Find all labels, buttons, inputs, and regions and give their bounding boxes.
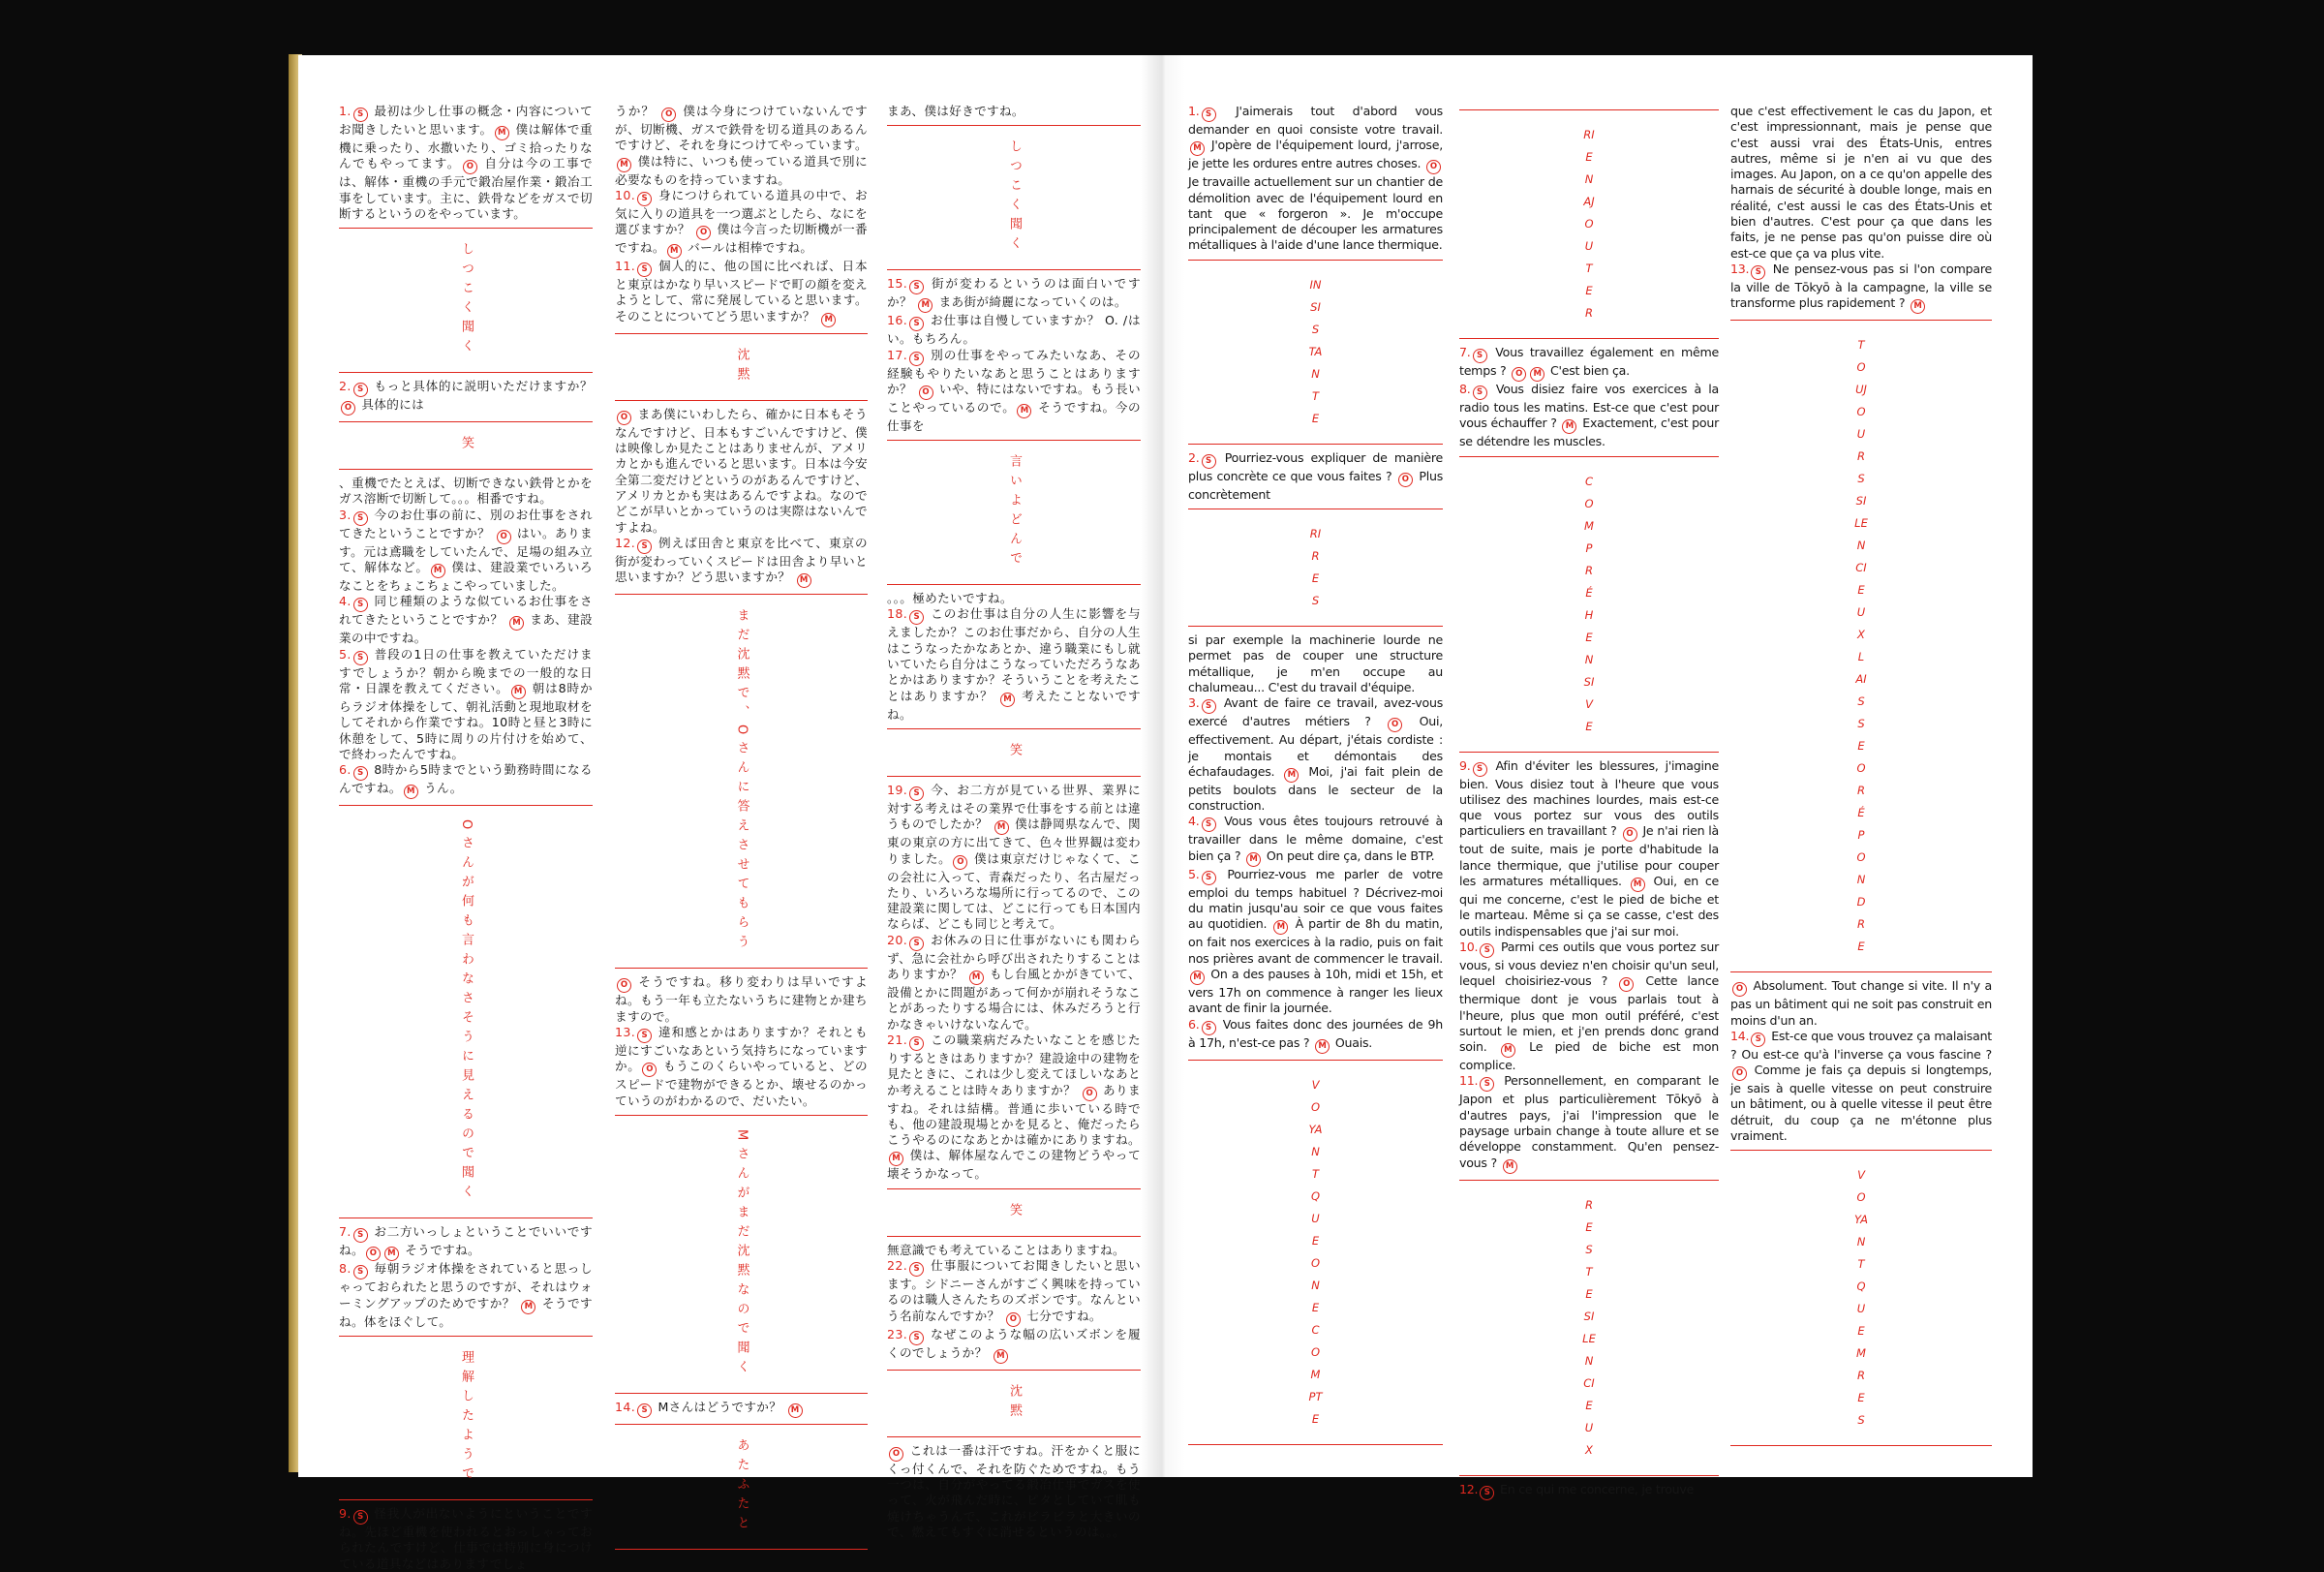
question-number: 20. xyxy=(887,932,908,947)
red-rule xyxy=(887,776,1141,777)
speaker-marker-s: S xyxy=(909,280,924,294)
question-number: 8. xyxy=(339,1261,352,1277)
red-rule xyxy=(887,1236,1141,1237)
interview-paragraph: 19. S 今、お二方が見ている世界、業界に対する考えはその業界で仕事をする前とは違うものでしたか？ M 僕は静岡県なんで、関東の東京の方に出てきて、色々世界観は変わりました。 O 僕は東京だけじゃなくて、この会社に入って、青森だったり、名古屋だったり、いろいろな場所に行ってるので、この建設業に関しては、どこに行っても日本国内ならば、どこも同じと考えて。 xyxy=(887,782,1141,932)
column-fr-3 xyxy=(1730,104,1992,1438)
question-number: 16. xyxy=(887,313,908,328)
interview-paragraph: O Absolument. Tout change si vite. Il n'y a pas un bâtiment qui ne soit pas construit en moins d'un an. xyxy=(1730,978,1992,1028)
speaker-marker-s: S xyxy=(909,937,924,951)
speaker-marker-m: M xyxy=(797,573,811,588)
interview-paragraph: 1. S 最初は少し仕事の概念・内容についてお聞きしたいと思います。 M 僕は解体で重機に乗ったり、水撒いたり、ゴミ拾ったりなんでもやってます。 O 自分は今の工事では、解体・重機の手元で鍛冶屋作業・鍛冶工事をしています。主に、鉄骨などをガスで切断するというのをやっています。 xyxy=(339,104,594,221)
red-rule xyxy=(1730,1445,1992,1446)
question-number: 4. xyxy=(339,594,352,609)
stage-direction-label: しつこく聞く xyxy=(459,242,474,359)
stage-direction xyxy=(339,805,593,1218)
interview-paragraph: 9. S Afin d'éviter les blessures, j'imagine bien. Vous disiez tout à l'heure que vous utilisez des machines lourdes, mais est-ce que vous portez sur vous des outils particuliers en travaillant ? O Je n'ai rien là tout de suite, mais je porte d'habitude la lance thermique, que j'utilise pour couper les armatures métalliques. M Oui, en ce qui me concerne, c'est le pied de biche et le marteau. Même si ça se casse, c'est des outils indispensables que j'ai sur moi. xyxy=(1459,757,1720,939)
red-rule xyxy=(339,805,593,806)
speaker-marker-m: M xyxy=(821,313,836,327)
interview-paragraph: 。。。極めたいですね。 xyxy=(887,591,1013,606)
question-number: 23. xyxy=(887,1326,908,1341)
question-number: 14. xyxy=(615,1400,636,1415)
speaker-marker-o: O xyxy=(1732,982,1747,997)
question-number: 10. xyxy=(1459,939,1479,954)
speaker-marker-m: M xyxy=(788,1403,803,1418)
question-number: 1. xyxy=(1188,104,1200,118)
speaker-marker-m: M xyxy=(1284,768,1299,783)
red-rule xyxy=(339,469,593,470)
red-rule xyxy=(887,125,1141,126)
interview-paragraph: 17. S 別の仕事をやってみたいなあ、その経験もやりたいなあと思うことはありますか？ O いや、特にはないですね。もう長いことやっているので。 M そうですね。今の仕事を xyxy=(887,347,1142,433)
interview-paragraph: うか？ O 僕は今身につけていないんですが、切断機、ガスで鉄骨を切る道具のあるんですけど、それを身につけてやっています。M 僕は特に、いつも使っている道具で別に必要なものを持っていますね。 xyxy=(615,104,868,187)
question-number: 6. xyxy=(339,762,352,778)
red-rule xyxy=(887,1188,1141,1189)
stage-direction xyxy=(887,1370,1141,1437)
question-number: 12. xyxy=(615,535,636,550)
red-rule xyxy=(339,1336,593,1337)
stage-direction xyxy=(1188,1060,1443,1445)
question-number: 5. xyxy=(1188,866,1200,881)
interview-paragraph: 1. S J'aimerais tout d'abord vous demander en quoi consiste votre travail. M J'opère de l'équipement lourd, j'arrose, je jette les ordures entre autres choses. O Je travaille actuellement sur un chantier de démolition avec de l'équipement lourd en tant que « forgeron ». Je m'occupe principalement de découper les armatures métalliques à l'aide d'une lance thermique. xyxy=(1188,104,1443,253)
question-number: 10. xyxy=(615,187,636,202)
stage-direction-label: 笑 xyxy=(459,436,474,456)
stage-direction-label: TOUJOURS SILENCIEUX LAISSE O RÉPONDRE xyxy=(1854,338,1868,954)
speaker-marker-o: O xyxy=(463,160,477,174)
speaker-marker-s: S xyxy=(353,1228,368,1243)
interview-paragraph: 23. S なぜこのような幅の広いズボンを履くのでしょうか？ M xyxy=(887,1327,1141,1364)
red-rule xyxy=(615,968,868,969)
red-rule xyxy=(1188,260,1443,261)
stage-direction-label: しつこく聞く xyxy=(1007,139,1022,257)
page-left-japanese xyxy=(298,55,1162,1571)
red-rule xyxy=(887,440,1141,441)
speaker-marker-m: M xyxy=(1315,1039,1330,1054)
question-number: 3. xyxy=(339,507,352,522)
speaker-marker-s: S xyxy=(1202,454,1216,469)
speaker-marker-m: M xyxy=(1503,1159,1517,1174)
speaker-marker-s: S xyxy=(1751,1033,1765,1047)
speaker-marker-s: S xyxy=(1202,699,1216,714)
question-number: 3. xyxy=(1188,695,1200,711)
question-number: 22. xyxy=(887,1258,908,1274)
interview-paragraph: 3. S Avant de faire ce travail, avez-vous exercé d'autres métiers ? O Oui, effectivement. Au départ, j'étais cordiste : je montais et démontais des échafaudages. M Moi, j'ai fait plein de petits boulots dans le secteur de la construction. xyxy=(1188,695,1444,814)
speaker-marker-o: O xyxy=(1623,827,1637,842)
red-rule xyxy=(615,1115,868,1116)
speaker-marker-o: O xyxy=(919,385,933,400)
interview-paragraph: 13. S Ne pensez-vous pas si l'on compare la ville de Tōkyō à la campagne, la ville se transforme plus rapidement ? M xyxy=(1730,262,1992,314)
speaker-marker-s: S xyxy=(1480,1077,1494,1092)
red-rule xyxy=(1730,320,1992,321)
question-number: 4. xyxy=(1188,814,1200,829)
interview-paragraph: 9. S 怪我人が出ないようにということですね。先ほど重機を使われるとおっしゃっておられたんですけど、仕事では特別に身につけている道具などはありますでしょ xyxy=(339,1505,593,1571)
speaker-marker-s: S xyxy=(1202,1021,1216,1035)
stage-direction-label: Oさんが何も言わなさそうに見えるので聞く xyxy=(459,819,474,1205)
speaker-marker-m: M xyxy=(1246,852,1261,867)
speaker-marker-m: M xyxy=(617,158,631,172)
page-right-french xyxy=(1162,55,2033,1497)
question-number: 9. xyxy=(1459,757,1471,773)
interview-paragraph: 10. S Parmi ces outils que vous portez sur vous, si vous deviez n'en choisir qu'un seul, lequel choisiriez-vous ? O Cette lance thermique dont je vous parlais tout à l'heure, plus que mon outil préféré, c'est surtout le mien, et j'en prends donc grand soin. M Le pied de biche est mon complice. xyxy=(1459,939,1719,1073)
question-number: 7. xyxy=(339,1224,352,1240)
speaker-marker-o: O xyxy=(1006,1312,1021,1327)
speaker-marker-s: S xyxy=(637,539,652,554)
speaker-marker-m: M xyxy=(1273,920,1288,935)
speaker-marker-o: O xyxy=(889,1447,903,1462)
speaker-marker-s: S xyxy=(353,1510,368,1525)
speaker-marker-s: S xyxy=(909,1262,924,1277)
interview-paragraph: 18. S このお仕事は自分の人生に影響を与えましたか？このお仕事だから、自分の人生はこうなったかなあとか、違う職業にもし就いていたら自分はこうなっていただろうなあとかはありますか？そういうことを考えたことはありますか？ M 考えたことないですね。 xyxy=(887,606,1141,722)
speaker-marker-m: M xyxy=(1017,404,1031,418)
stage-direction xyxy=(615,594,868,969)
stage-direction-label: VOYANT QUE O NE COMPTE xyxy=(1308,1077,1323,1426)
interview-paragraph: 無意識でも考えていることはありますね。 xyxy=(887,1242,1125,1257)
stage-direction xyxy=(887,440,1141,585)
stage-direction-label: 言いよどんで xyxy=(1007,454,1022,571)
red-rule xyxy=(1730,971,1992,972)
interview-paragraph: 14. S Est-ce que vous trouvez ça malaisant ? Ou est-ce qu'à l'inverse ça vous fascine ? O Comme je fais ça depuis si longtemps, je sais à quelle vitesse on peut construire un bâtiment, ou à quelle vitesse il peut être détruit, du coup ça ne m'étonne plus vraiment. xyxy=(1730,1028,1992,1144)
stage-direction-label: まだ沈黙で、Oさんに答えさせてもらう xyxy=(734,608,749,955)
question-number: 15. xyxy=(887,276,908,292)
red-rule xyxy=(339,228,593,229)
interview-paragraph: O そうですね。移り変わりは早いですよね。もう一年も立たないうちに建物とか建ちますので。 xyxy=(615,974,868,1024)
stage-direction xyxy=(615,1115,868,1394)
interview-paragraph: 8. S 毎朝ラジオ体操をされていると思っしゃっておられたと思うのですが、それはウォーミングアップのためですか？ M そうですね。体をほぐして。 xyxy=(339,1261,593,1329)
stage-direction xyxy=(1459,109,1719,339)
red-rule xyxy=(615,1393,868,1394)
interview-paragraph: 12. S En ce qui me concerne, je trouve xyxy=(1459,1482,1719,1500)
question-number: 13. xyxy=(1730,261,1750,276)
speaker-marker-m: M xyxy=(1631,878,1645,892)
speaker-marker-o: O xyxy=(1388,718,1402,732)
red-rule xyxy=(1459,1475,1719,1476)
interview-paragraph: 15. S 街が変わるというのは面白いですか？ M まあ街が綺麗になっていくのは。 xyxy=(887,276,1141,313)
red-rule xyxy=(887,728,1141,729)
question-number: 18. xyxy=(887,606,908,622)
speaker-marker-s: S xyxy=(1202,871,1216,885)
question-number: 19. xyxy=(887,782,908,797)
red-rule xyxy=(1730,1150,1992,1151)
speaker-marker-m: M xyxy=(1190,141,1205,156)
question-number: 11. xyxy=(1459,1073,1479,1089)
speaker-marker-s: S xyxy=(353,598,368,612)
stage-direction-label: 沈黙 xyxy=(734,347,749,386)
stage-direction-label: 笑 xyxy=(1007,1202,1022,1222)
stage-direction xyxy=(615,333,868,401)
speaker-marker-s: S xyxy=(353,651,368,665)
speaker-marker-o: O xyxy=(341,401,355,416)
speaker-marker-s: S xyxy=(909,352,924,366)
speaker-marker-m: M xyxy=(495,126,509,140)
speaker-marker-s: S xyxy=(637,192,652,206)
stage-direction xyxy=(1730,320,1992,972)
interview-paragraph: O まあ僕にいわしたら、確かに日本もそうなんですけど、日本もすごいんですけど、僕は映像しか見たことはありませんが、アメリカとかも進んでいると思います。日本は今安全第二変だけどというのがあるんですけど、アメリカとかも実はあるんですよね。なのでどこが早いとかっていうのは実際はないんですよね。 xyxy=(615,406,868,535)
red-rule xyxy=(1459,338,1719,339)
speaker-marker-m: M xyxy=(509,616,524,631)
stage-direction-label: RESTE SILENCIEUX xyxy=(1582,1197,1596,1457)
speaker-marker-o: O xyxy=(1512,367,1526,382)
interview-paragraph: 6. S 8時から5時までという勤務時間になるんですね。 M うん。 xyxy=(339,762,593,799)
red-rule xyxy=(339,421,593,422)
stage-direction-label: COMPRÉHENSIVE xyxy=(1583,474,1595,733)
red-rule xyxy=(339,1499,593,1500)
stage-direction xyxy=(1730,1150,1992,1446)
interview-paragraph: 8. S Vous disiez faire vos exercices à la radio tous les matins. Est-ce que c'est pour vous échauffer ? M Exactement, c'est pour se détendre les muscles. xyxy=(1459,382,1719,449)
interview-paragraph: 16. S お仕事は自慢していますか？ O. /はい。もちろん。 xyxy=(887,313,1141,347)
speaker-marker-m: M xyxy=(918,298,933,313)
stage-direction xyxy=(1459,456,1719,753)
red-rule xyxy=(615,1424,868,1425)
column-jp-1 xyxy=(339,104,594,1571)
speaker-marker-m: M xyxy=(1190,971,1205,985)
interview-paragraph: 5. S Pourriez-vous me parler de votre emploi du temps habituel ? Décrivez-moi du matin jusqu'au soir ce que vous faites au quotidien. M À partir de 8h du matin, on fait nos exercices à la radio, puis on fait nos prières avant de commencer le travail. M On a des pauses à 10h, midi et 15h, et vers 17h on commence à ranger les lieux avant de finir la journée. xyxy=(1188,866,1443,1016)
question-number: 14. xyxy=(1730,1028,1750,1043)
speaker-marker-s: S xyxy=(637,1403,652,1418)
speaker-marker-s: S xyxy=(909,1331,924,1345)
speaker-marker-o: O xyxy=(661,108,676,122)
speaker-marker-s: S xyxy=(1473,385,1487,400)
column-fr-1 xyxy=(1188,104,1443,1438)
speaker-marker-m: M xyxy=(994,820,1009,835)
interview-paragraph: O これは一番は汗ですね。汗をかくと服にくっ付くんで、それを防ぐためですね。もう一つは、自分がやってる鍛冶仕事でガスを使って、火が飛んだ時に、ピタとしていて肌も焼けちゃうんで、これがビラビラと大きいので、燃えてもすぐに消せるというのは。。。 xyxy=(887,1442,1141,1539)
interview-paragraph: 10. S 身につけられている道具の中で、お気に入りの道具を一つ選ぶとしたら、なにを選びますか？ O 僕は今言った切断機が一番ですね。 M バールは相棒ですね。 xyxy=(615,188,868,259)
stage-direction xyxy=(887,125,1141,270)
speaker-marker-s: S xyxy=(353,383,368,397)
speaker-marker-s: S xyxy=(1480,943,1494,958)
speaker-marker-o: O xyxy=(642,1063,657,1077)
stage-direction xyxy=(1188,260,1443,445)
interview-paragraph: まあ、僕は好きですね。 xyxy=(887,104,1024,118)
speaker-marker-s: S xyxy=(909,1036,924,1051)
interview-paragraph: 14. S Mさんはどうですか？ M xyxy=(615,1400,868,1418)
speaker-marker-m: M xyxy=(889,1152,903,1166)
speaker-marker-s: S xyxy=(909,317,924,331)
red-rule xyxy=(615,333,868,334)
stage-direction-label: INSISTANTE xyxy=(1308,277,1323,425)
question-number: 2. xyxy=(339,379,352,394)
speaker-marker-s: S xyxy=(353,511,368,526)
interview-paragraph: 20. S お休みの日に仕事がないにも関わらず、急に会社から呼び出されたりすることはありますか？ M もし台風とかがきていて、設備とかに問題があって何かが崩れそうなことがあったりする場合には、休みだろうと行かなきゃいけないなんで。 xyxy=(887,932,1141,1032)
red-rule xyxy=(1188,1060,1443,1061)
speaker-marker-o: O xyxy=(1732,1066,1747,1081)
speaker-marker-s: S xyxy=(909,786,924,801)
red-rule xyxy=(887,584,1141,585)
interview-paragraph: 3. S 今のお仕事の前に、別のお仕事をされてきたということですか？ O はい。あります。元は鳶職をしていたんで、足場の組み立て、解体など。 M 僕は、建設業でいろいろなことをちょこちょこやっていました。 xyxy=(339,507,594,594)
column-jp-2 xyxy=(615,104,868,1536)
stage-direction xyxy=(339,1336,593,1500)
speaker-marker-o: O xyxy=(497,530,511,544)
speaker-marker-o: O xyxy=(696,226,711,240)
interview-paragraph: 22. S 仕事服についてお聞きしたいと思います。シドニーさんがすごく興味を持っているのは職人さんたちのズボンです。なんという名前なんですか？ O 七分ですね。 xyxy=(887,1258,1141,1327)
speaker-marker-o: O xyxy=(1426,160,1441,174)
interview-paragraph: 7. S お二方いっしょということでいいですね。 O M そうですね。 xyxy=(339,1224,593,1261)
red-rule xyxy=(887,1436,1141,1437)
speaker-marker-s: S xyxy=(1480,1486,1494,1500)
speaker-marker-o: O xyxy=(366,1247,381,1261)
interview-paragraph: 4. S Vous vous êtes toujours retrouvé à travailler dans le même domaine, c'est bien ça ? M On peut dire ça, dans le BTP. xyxy=(1188,814,1443,866)
red-rule xyxy=(615,1549,868,1550)
question-number: 1. xyxy=(339,104,352,118)
interview-paragraph: 6. S Vous faites donc des journées de 9h à 17h, n'est-ce pas ? M Ouais. xyxy=(1188,1017,1443,1054)
interview-paragraph: que c'est effectivement le cas du Japon, et c'est impressionnant, mais je pense que c'est aussi vrai des États-Unis, entres autres, même si je n'en ai vu que des images. Au Japon, on a ce qu'on appelle des harnais de sécurité à double longe, mais en réalité, c'est aussi le cas des États-Unis et bien d'autres. C'est pour ça que dans les faits, je ne pense pas qu'on puisse dire où est-ce que ça va plus vite. xyxy=(1730,104,1992,261)
question-number: 11. xyxy=(615,259,636,274)
speaker-marker-s: S xyxy=(1202,817,1216,832)
red-rule xyxy=(887,269,1141,270)
speaker-marker-o: O xyxy=(1398,473,1413,487)
speaker-marker-m: M xyxy=(969,971,984,985)
interview-paragraph: 2. S もっと具体的に説明いただけますか？ O 具体的には xyxy=(339,379,593,416)
red-rule xyxy=(615,594,868,595)
column-jp-3 xyxy=(887,104,1142,1539)
speaker-marker-m: M xyxy=(1562,419,1576,434)
stage-direction-label: 沈黙 xyxy=(1007,1383,1022,1423)
stage-direction-label: あたふたと xyxy=(734,1438,749,1536)
red-rule xyxy=(1188,1444,1443,1445)
stage-direction xyxy=(1188,509,1443,627)
speaker-marker-s: S xyxy=(353,766,368,781)
speaker-marker-s: S xyxy=(1751,265,1765,280)
speaker-marker-m: M xyxy=(1911,299,1925,314)
red-rule xyxy=(887,1370,1141,1371)
speaker-marker-o: O xyxy=(953,855,967,870)
speaker-marker-s: S xyxy=(637,262,652,277)
interview-paragraph: 4. S 同じ種類のような似ているお仕事をされてきたということですか？ M まあ、建設業の中ですね。 xyxy=(339,594,593,646)
stage-direction xyxy=(339,228,593,373)
column-fr-2 xyxy=(1459,104,1720,1497)
interview-paragraph: 21. S この職業病だみたいなことを感じたりするときはありますか？建設途中の建物を見たときに、これは少し変えてほしいなあとか考えることは時々ありますか？ O ありますね。それは結構。普通に歩いている時でも、他の建設現場とかを見ると、俺だったらこうやるのになあとかは確かにありますね。M 僕は、解体屋なんでこの建物どうやって壊そうかなって。 xyxy=(887,1032,1141,1182)
speaker-marker-o: O xyxy=(1083,1087,1097,1101)
red-rule xyxy=(1459,456,1719,457)
stage-direction-label: 笑 xyxy=(1007,742,1022,762)
interview-paragraph: 12. S 例えば田舎と東京を比べて、東京の街が変わっていくスピードは田舎より早いと思いますか？どう思いますか？ M xyxy=(615,536,868,588)
stage-direction xyxy=(887,728,1141,777)
question-number: 6. xyxy=(1188,1016,1200,1032)
speaker-marker-o: O xyxy=(617,978,631,993)
stage-direction-label: RIEN AJOUTER xyxy=(1583,128,1595,320)
stage-direction-label: VOYANT QUE M RES xyxy=(1854,1168,1868,1428)
interview-paragraph: 7. S Vous travaillez également en même temps ? O M C'est bien ça. xyxy=(1459,345,1719,382)
speaker-marker-m: M xyxy=(1530,367,1544,382)
speaker-marker-s: S xyxy=(637,1029,652,1043)
speaker-marker-m: M xyxy=(521,1300,535,1314)
speaker-marker-m: M xyxy=(1000,693,1015,707)
speaker-marker-s: S xyxy=(353,108,368,122)
interview-paragraph: 、重機でたとえば、切断できない鉄骨とかをガス溶断で切断して。。。相番ですね。 xyxy=(339,476,593,507)
question-number: 17. xyxy=(887,347,908,362)
red-rule xyxy=(615,400,868,401)
stage-direction-label: 理解したようで xyxy=(459,1349,474,1486)
question-number: 13. xyxy=(615,1024,636,1039)
stage-direction xyxy=(887,1188,1141,1237)
question-number: 12. xyxy=(1459,1481,1479,1496)
stage-direction-label: Mさんがまだ沈黙なので聞く xyxy=(734,1128,749,1380)
interview-paragraph: si par exemple la machinerie lourde ne permet pas de couper une structure métallique, je m'en occupe au chalumeau... C'est du travail d'équipe. xyxy=(1188,632,1443,694)
question-number: 21. xyxy=(887,1032,908,1047)
question-number: 9. xyxy=(339,1505,352,1521)
speaker-marker-s: S xyxy=(909,610,924,625)
speaker-marker-m: M xyxy=(994,1349,1008,1364)
interview-paragraph: 11. S 個人的に、他の国に比べれば、日本と東京はかなり早いスピードで町の顔を変えようとして、常に発展していると思います。そのことについてどう思いますか？ M xyxy=(615,259,868,327)
stage-direction xyxy=(1459,1180,1719,1476)
speaker-marker-o: O xyxy=(1619,977,1634,992)
speaker-marker-s: S xyxy=(1473,762,1487,777)
speaker-marker-s: S xyxy=(1202,108,1216,122)
red-rule xyxy=(339,372,593,373)
stage-direction xyxy=(339,421,593,470)
speaker-marker-m: M xyxy=(1501,1043,1515,1058)
red-rule xyxy=(1459,752,1719,753)
speaker-marker-m: M xyxy=(667,244,682,259)
interview-paragraph: 5. S 普段の1日の仕事を教えていただけますでしょうか？朝から晩までの一般的な日常・日課を教えてください。 M 朝は8時からラジオ体操をして、朝礼活動と現地取材をしてそれから作業ですね。10時と昼と3時に休憩をして、5時に周りの片付けを始めて、で終わったんですね。 xyxy=(339,646,593,761)
question-number: 5. xyxy=(339,646,352,662)
question-number: 2. xyxy=(1188,449,1200,465)
interview-paragraph: 13. S 違和感とかはありますか？それとも逆にすごいなあという気持ちになっていますか。 O もうこのくらいやっていると、どのスピードで建物ができるとか、壊せるのかっていうのがわかるので、だいたい。 xyxy=(615,1024,868,1108)
question-number: 8. xyxy=(1459,382,1471,396)
speaker-marker-s: S xyxy=(353,1265,368,1279)
speaker-marker-m: M xyxy=(431,564,445,578)
red-rule xyxy=(1459,1180,1719,1181)
red-rule xyxy=(1188,626,1443,627)
stage-direction-label: RIRES xyxy=(1309,527,1322,608)
interview-paragraph: 11. S Personnellement, en comparant le Japon et plus particulièrement Tōkyō à d'autres pays, j'ai l'impression que le paysage urbain change à toute allure et se développe constamment. Qu'en pensez-vous ? M xyxy=(1459,1073,1719,1173)
speaker-marker-m: M xyxy=(511,685,526,699)
speaker-marker-s: S xyxy=(1473,349,1487,363)
red-rule xyxy=(1459,109,1719,110)
speaker-marker-m: M xyxy=(384,1247,399,1261)
speaker-marker-o: O xyxy=(617,411,631,425)
stage-direction xyxy=(615,1424,868,1550)
interview-paragraph: 2. S Pourriez-vous expliquer de manière plus concrète ce que vous faites ? O Plus concrètement xyxy=(1188,449,1443,502)
question-number: 7. xyxy=(1459,345,1471,359)
speaker-marker-m: M xyxy=(404,785,418,799)
red-rule xyxy=(1188,444,1443,445)
